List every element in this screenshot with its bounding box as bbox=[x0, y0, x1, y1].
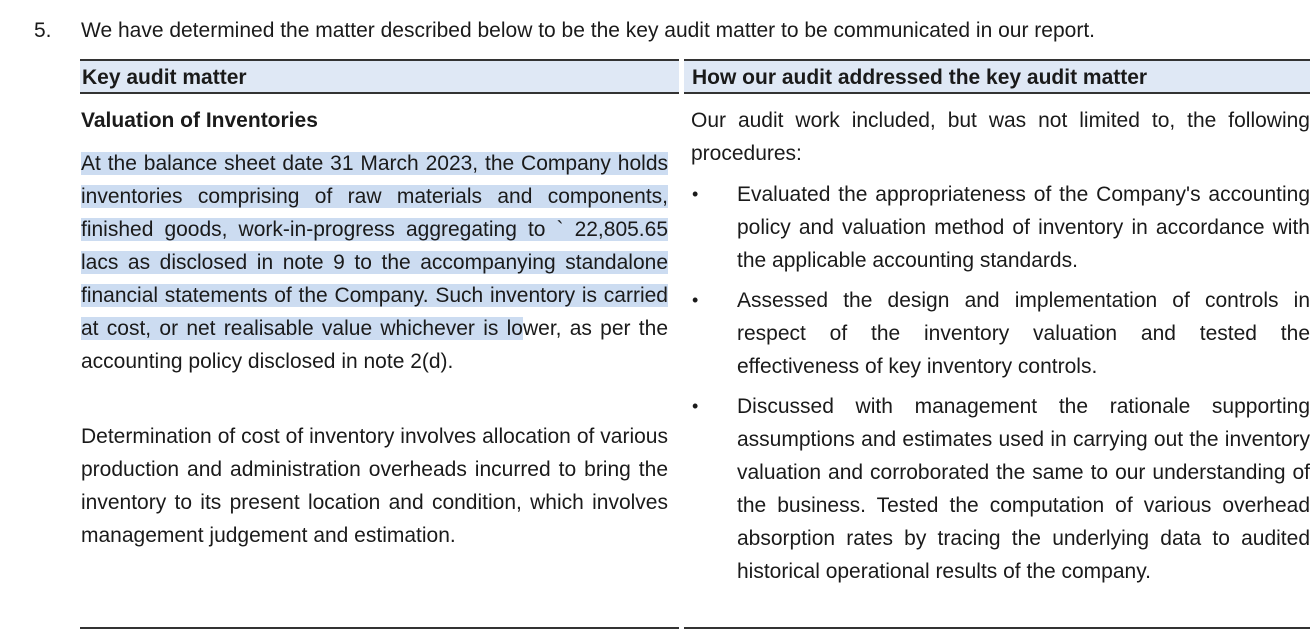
matter-paragraph-2: Determination of cost of inventory involves allocation of various production and administration overheads incurred to bring the inventory to its present location and condition, which involves management judgement and estimation. bbox=[81, 425, 668, 547]
matter-paragraph-1-rest: wer, as per the accounting policy disclosed in note 2(d). bbox=[81, 317, 668, 373]
bullet-2: • bbox=[692, 290, 699, 310]
procedure-text-2: Assessed the design and implementation of controls in respect of the inventory valuation and tested the effectiveness of key inventory controls. bbox=[737, 289, 1310, 378]
selected-text[interactable]: At the balance sheet date 31 March 2023, the Company holds inventories comprising of raw materials and components, finished goods, work-in-progress aggregating to ` 22,805.65 lacs as disclosed in note 9 to the accompanying standalone financial statements of the Company. Such inventory is carried at cost, or net realisable value whichever is lo bbox=[81, 152, 668, 340]
procedure-item-3 bbox=[737, 390, 1310, 588]
procedure-text-3: Discussed with management the rationale supporting assumptions and estimates used in carrying out the inventory valuation and corroborated the same to our understanding of the business. Tested the computation of various overhead absorption rates by tracing the underlying data to audited historical operational results of the company. bbox=[737, 395, 1310, 583]
bullet-1: • bbox=[692, 184, 699, 204]
intro-sentence: We have determined the matter described below to be the key audit matter to be communicated in our report. bbox=[81, 19, 1095, 42]
matter-title: Valuation of Inventories bbox=[81, 109, 318, 132]
left-bottom-rule bbox=[80, 627, 679, 629]
right-bottom-rule bbox=[684, 627, 1310, 629]
paragraph-number: 5. bbox=[34, 19, 52, 42]
left-header: Key audit matter bbox=[80, 59, 679, 94]
procedures-intro: Our audit work included, but was not limited to, the following procedures: bbox=[691, 109, 1310, 165]
right-column bbox=[684, 59, 1310, 94]
procedure-item-2 bbox=[737, 284, 1310, 383]
matter-paragraph-1[interactable] bbox=[81, 147, 668, 378]
procedure-item-1 bbox=[737, 178, 1310, 277]
procedure-text-1: Evaluated the appropriateness of the Company's accounting policy and valuation method of inventory in accordance with the applicable accounting standards. bbox=[737, 183, 1310, 272]
right-header: How our audit addressed the key audit matter bbox=[684, 59, 1310, 94]
left-column bbox=[80, 59, 679, 94]
bullet-3: • bbox=[692, 396, 699, 416]
